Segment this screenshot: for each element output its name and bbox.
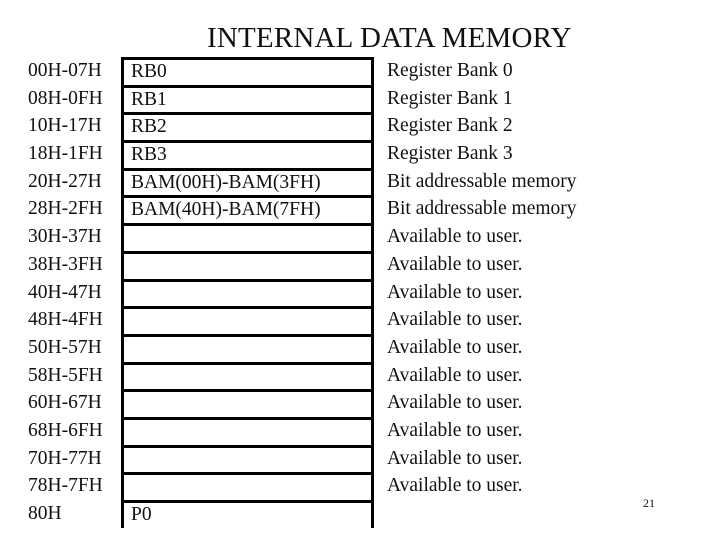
- memory-address: 38H-3FH: [28, 253, 103, 275]
- memory-cell: [121, 334, 374, 362]
- memory-map-row: [0, 223, 720, 251]
- memory-address: 28H-2FH: [28, 198, 103, 220]
- memory-cell: RB2: [121, 112, 374, 140]
- memory-map-row: [0, 195, 720, 223]
- memory-map-row: [0, 445, 720, 473]
- memory-address: 70H-77H: [28, 447, 102, 469]
- memory-map-row: [0, 362, 720, 390]
- memory-map-row: [0, 140, 720, 168]
- memory-address: 00H-07H: [28, 60, 102, 81]
- memory-cell: P0: [121, 500, 374, 528]
- memory-map-row: [0, 279, 720, 307]
- memory-cell: RB3: [121, 140, 374, 168]
- memory-description: [387, 500, 707, 528]
- memory-map-row: [0, 389, 720, 417]
- memory-cell: [121, 279, 374, 307]
- memory-cell: [121, 389, 374, 417]
- memory-description: Available to user.: [387, 253, 523, 275]
- memory-description: Available to user.: [387, 226, 523, 248]
- memory-map-row: [0, 57, 720, 85]
- memory-map-row: [0, 112, 720, 140]
- memory-address: 18H-1FH: [28, 143, 103, 165]
- memory-description: Available to user.: [387, 392, 523, 414]
- memory-address: 20H-27H: [28, 170, 102, 192]
- page-title: INTERNAL DATA MEMORY: [207, 22, 572, 54]
- memory-address: 50H-57H: [28, 336, 102, 358]
- memory-address: 08H-0FH: [28, 87, 103, 109]
- memory-description: Available to user.: [387, 447, 523, 469]
- memory-cell: [121, 445, 374, 473]
- memory-description: Available to user.: [387, 419, 523, 441]
- memory-address: 80H: [28, 503, 62, 524]
- memory-map-row: [0, 334, 720, 362]
- memory-description: Available to user.: [387, 309, 523, 331]
- memory-description: Available to user.: [387, 364, 523, 386]
- memory-cell: [121, 362, 374, 390]
- memory-description: Register Bank 1: [387, 87, 513, 109]
- memory-address: 78H-7FH: [28, 475, 103, 497]
- memory-address: 30H-37H: [28, 226, 102, 248]
- memory-cell: [121, 472, 374, 500]
- memory-cell: RB1: [121, 85, 374, 113]
- memory-description: Register Bank 0: [387, 60, 513, 81]
- memory-description: Available to user.: [387, 475, 523, 497]
- memory-cell: [121, 223, 374, 251]
- memory-address: 40H-47H: [28, 281, 102, 303]
- memory-address: 68H-6FH: [28, 419, 103, 441]
- memory-cell: [121, 417, 374, 445]
- memory-map-row: [0, 251, 720, 279]
- memory-description: Available to user.: [387, 336, 523, 358]
- page-number: 21: [643, 496, 655, 510]
- memory-map-row: [0, 500, 720, 528]
- memory-map-row: [0, 168, 720, 196]
- memory-cell: BAM(40H)-BAM(7FH): [121, 195, 374, 223]
- memory-cell: BAM(00H)-BAM(3FH): [121, 168, 374, 196]
- memory-description: Register Bank 2: [387, 115, 513, 137]
- memory-map-row: [0, 306, 720, 334]
- memory-address: 10H-17H: [28, 115, 102, 137]
- memory-address: 60H-67H: [28, 392, 102, 414]
- memory-description: Bit addressable memory: [387, 198, 577, 220]
- memory-address: 48H-4FH: [28, 309, 103, 331]
- memory-address: 58H-5FH: [28, 364, 103, 386]
- memory-map-table: [0, 57, 720, 528]
- memory-cell: [121, 306, 374, 334]
- memory-map-row: [0, 85, 720, 113]
- memory-description: Register Bank 3: [387, 143, 513, 165]
- memory-description: Bit addressable memory: [387, 170, 577, 192]
- memory-map-row: [0, 417, 720, 445]
- memory-description: Available to user.: [387, 281, 523, 303]
- memory-map-row: [0, 472, 720, 500]
- memory-cell: [121, 251, 374, 279]
- memory-cell: RB0: [121, 57, 374, 85]
